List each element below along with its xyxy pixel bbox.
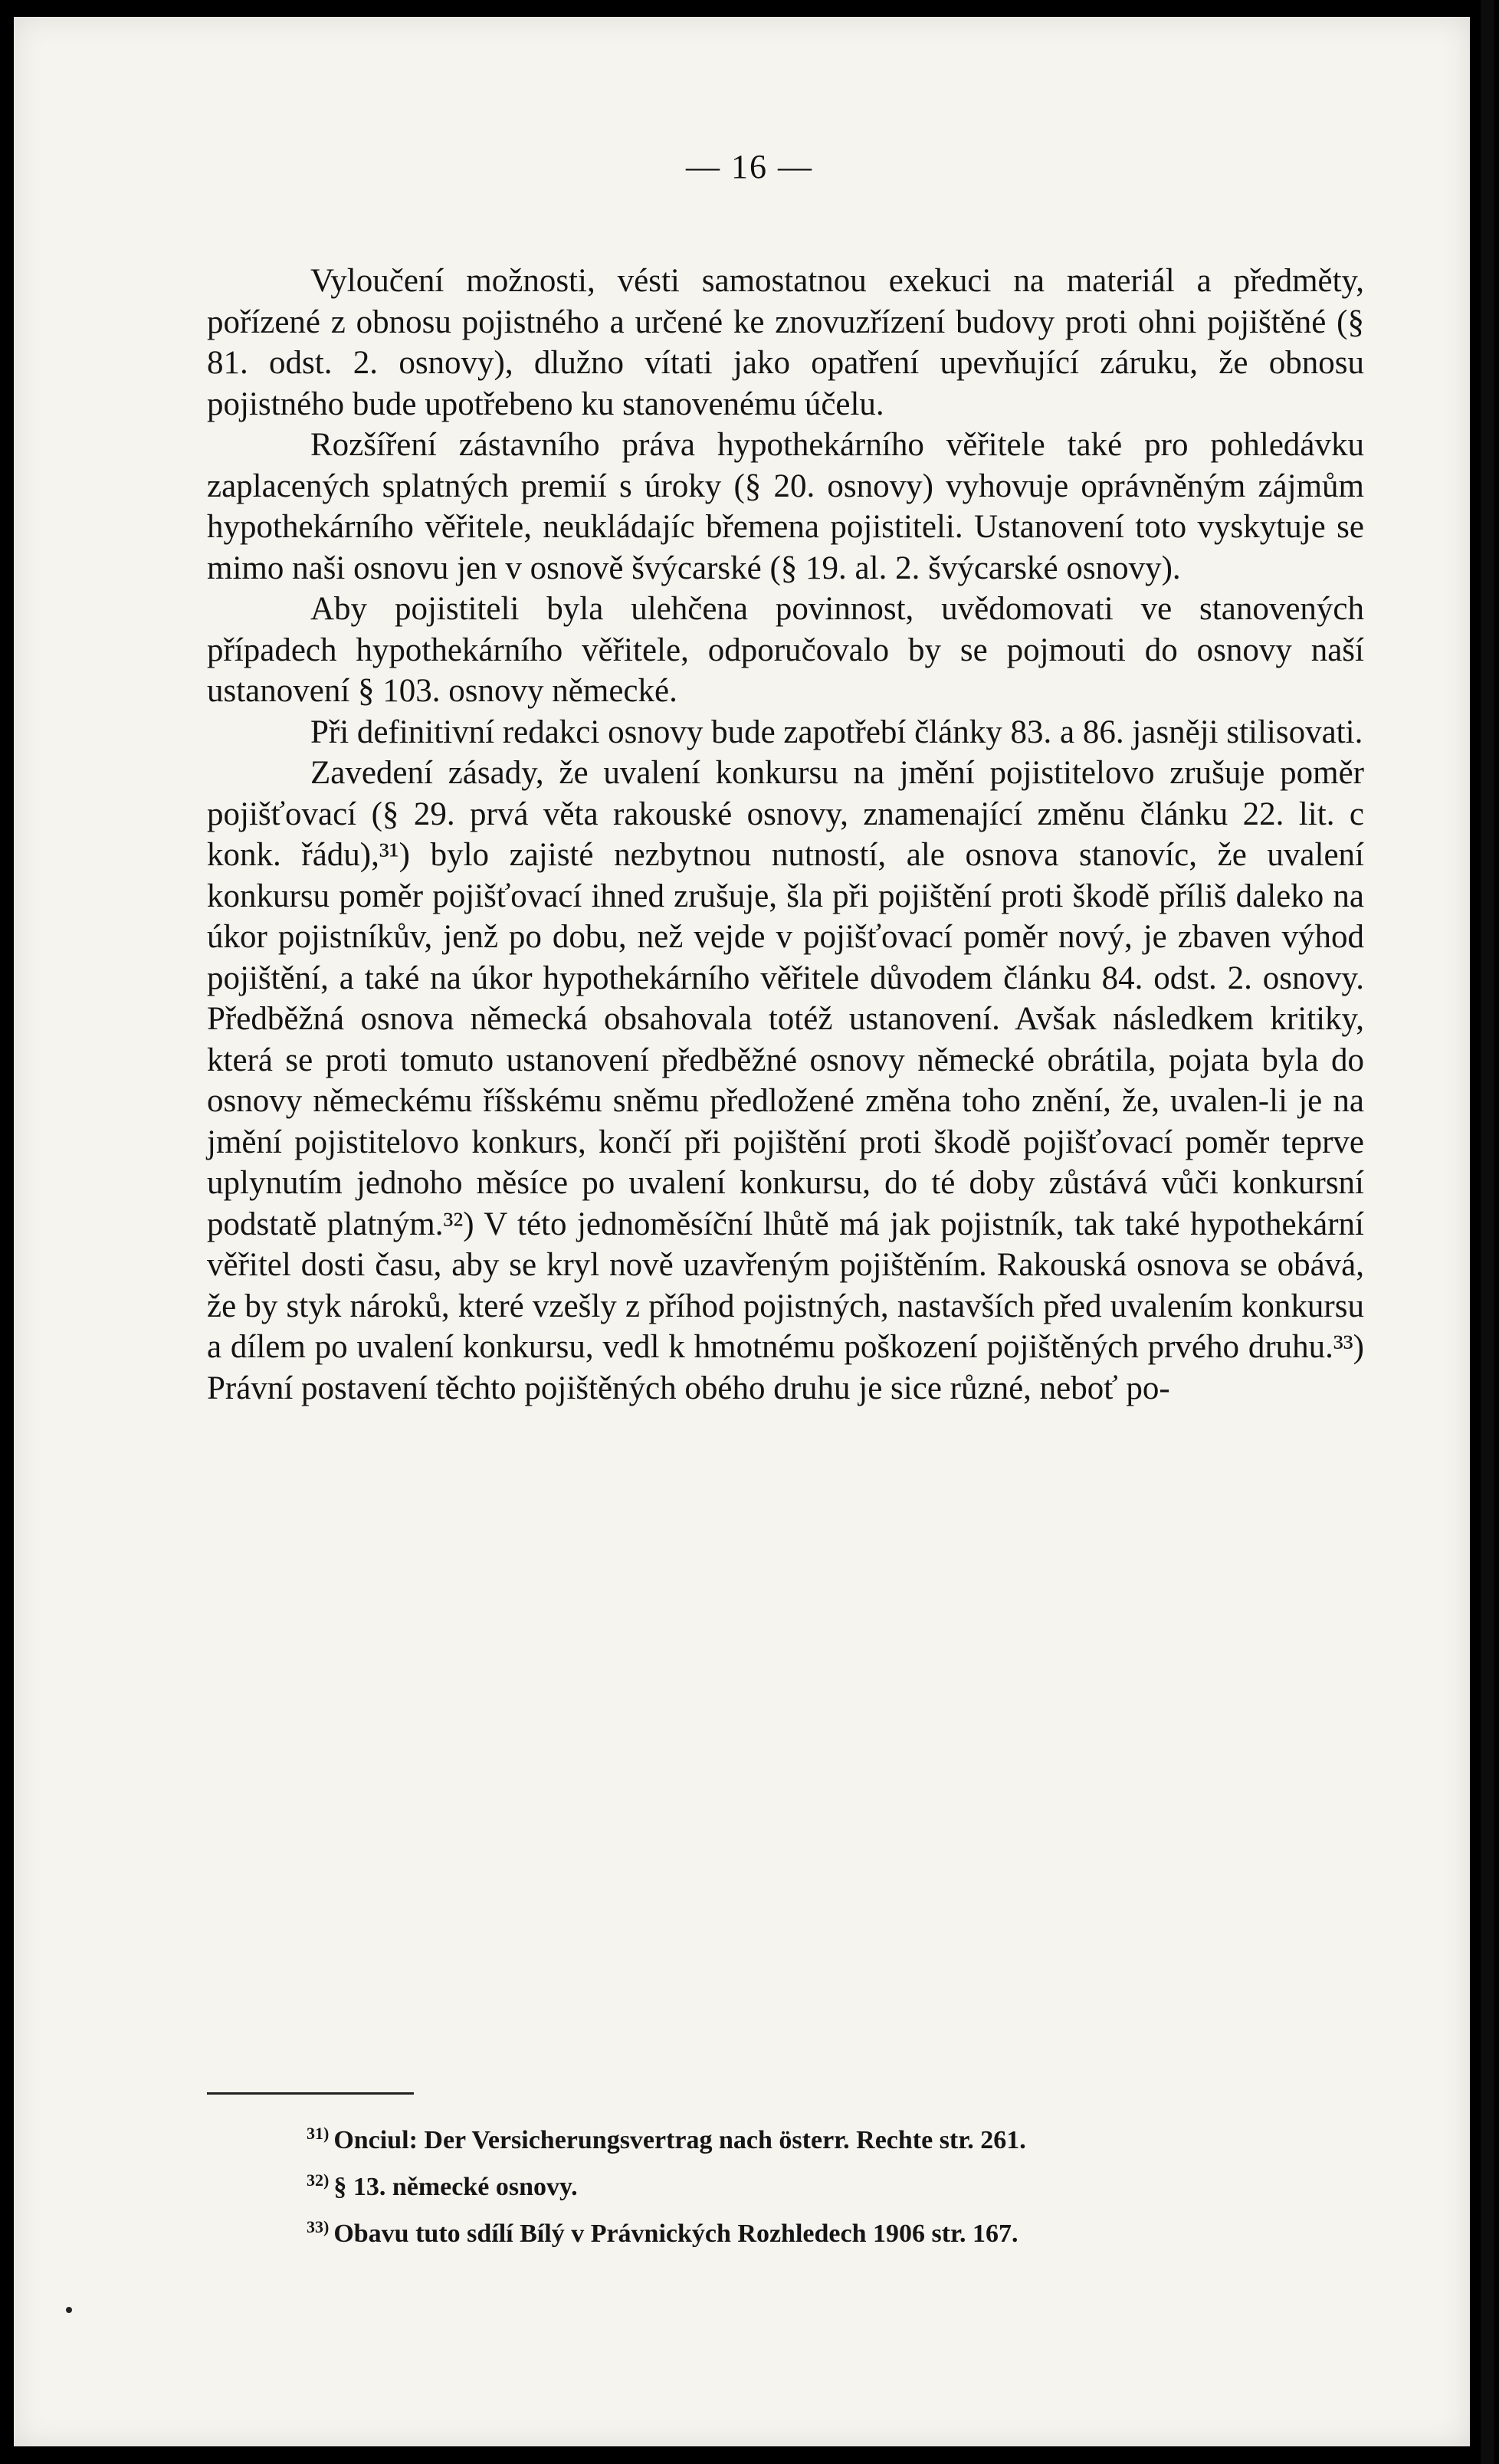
footnotes [307, 2114, 1379, 2254]
footnote-32 [307, 2161, 1379, 2207]
footnote-33 [307, 2207, 1379, 2254]
paragraph: Aby pojistiteli byla ulehčena povinnost, uvědomovati ve stanovených případech hypothekárního věřitele, odporučovalo by se pojmouti do osnovy naší ustanovení § 103. osnovy německé. [207, 591, 1364, 709]
footnote-mark: 33) [307, 2217, 330, 2236]
footnote-text: Onciul: Der Versicherungsvertrag nach österr. Rechte str. 261. [333, 2126, 1026, 2154]
footnote-text: § 13. německé osnovy. [333, 2173, 578, 2201]
paragraph: Vyloučení možnosti, vésti samostatnou exekuci na materiál a předměty, pořízené z obnosu pojistného a určené ke znovuzřízení budovy proti ohni pojištěné (§ 81. odst. 2. osnovy), dlužno vítati jako opatření upevňující záruku, že obnosu pojistného bude upotřebeno ku stanovenému účelu. [207, 263, 1364, 422]
footnote-mark: 32) [307, 2170, 330, 2190]
main-text [207, 261, 1364, 1409]
ink-speck [66, 2307, 72, 2313]
footnote-divider [207, 2092, 414, 2095]
paragraph: Při definitivní redakci osnovy bude zapotřebí články 83. a 86. jasněji stilisovati. [310, 714, 1363, 750]
footnote-text: Obavu tuto sdílí Bílý v Právnických Rozhledech 1906 str. 167. [333, 2220, 1018, 2248]
footnote-mark: 31) [307, 2124, 330, 2143]
footnote-31 [307, 2114, 1379, 2161]
page-number: — 16 — [686, 148, 813, 185]
paragraph: Zavedení zásady, že uvalení konkursu na jmění pojistitelovo zrušuje poměr pojišťovací (§ 29. prvá věta rakouské osnovy, znamenající změnu článku 22. lit. c konk. řádu),³¹) bylo zajisté nezbytnou nutností, ale osnova stanovíc, že uvalení konkursu poměr pojišťovací ihned zrušuje, šla při pojištění proti škodě příliš daleko na úkor pojistníkův, jenž po dobu, než vejde v pojišťovací poměr nový, je zbaven výhod pojištění, a také na úkor hypothekárního věřitele důvodem článku 84. odst. 2. osnovy. Předběžná osnova německá obsahovala totéž ustanovení. Avšak následkem kritiky, která se proti tomuto ustanovení předběžné osnovy německé obrátila, pojata byla do osnovy německému říšskému sněmu předložené změna toho znění, že, uvalen-li je na jmění pojistitelovo konkurs, končí při pojištění proti škodě pojišťovací poměr teprve uplynutím jednoho měsíce po uvalení konkursu, do té doby zůstává vůči konkursní podstatě platným.³²) V této jednoměsíční lhůtě má jak pojistník, tak také hypothekární věřitel dosti času, aby se kryl nově uzavřeným pojištěním. Rakouská osnova se obává, že by styk nároků, které vzešly z příhod pojistných, nastavších před uvalením konkursu a dílem po uvalení konkursu, vedl k hmotnému poškození pojištěných prvého druhu.³³) Právní postavení těchto pojištěných obého druhu je sice různé, neboť po- [207, 755, 1364, 1406]
scan-edge [1481, 0, 1494, 2464]
paragraph: Rozšíření zástavního práva hypothekárního věřitele také pro pohledávku zaplacených splatných premií s úroky (§ 20. osnovy) vyhovuje oprávněným zájmům hypothekárního věřitele, neukládajíc břemena pojistiteli. Ustanovení toto vyskytuje se mimo naši osnovu jen v osnově švýcarské (§ 19. al. 2. švýcarské osnovy). [207, 427, 1364, 586]
